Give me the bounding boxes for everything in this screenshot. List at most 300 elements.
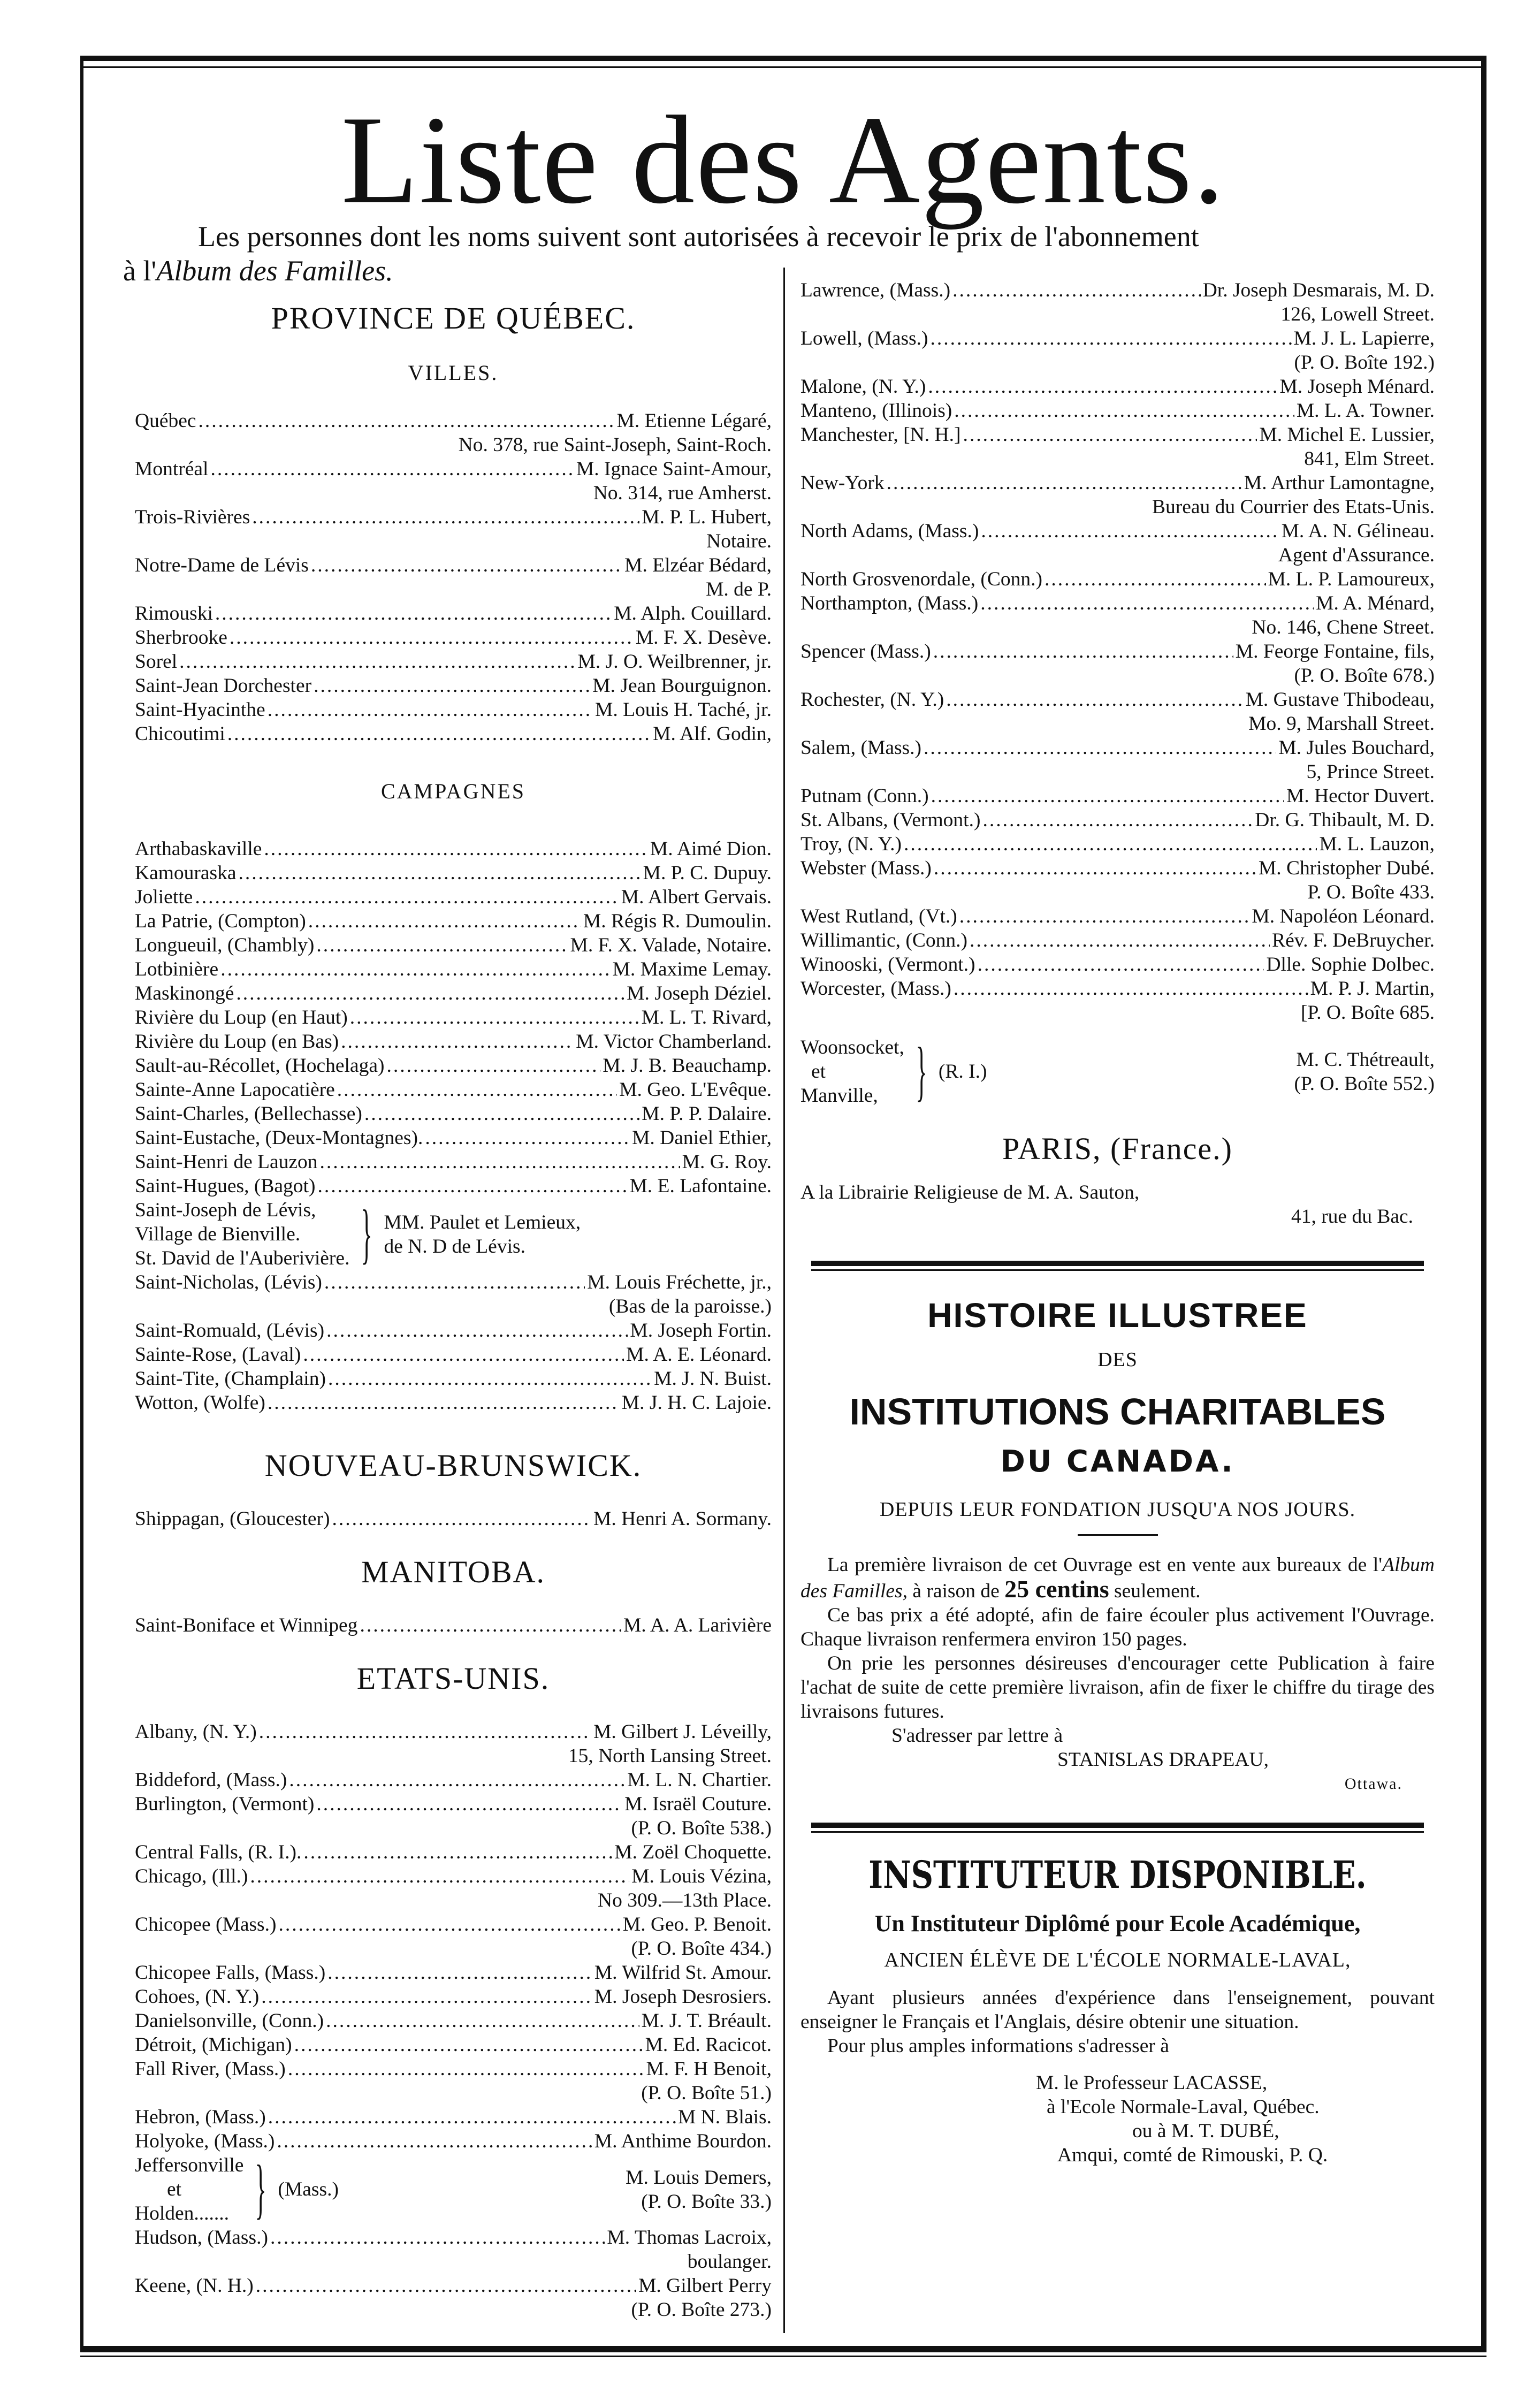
agent-row	[135, 626, 772, 650]
agent-row	[135, 1030, 772, 1054]
dot-leader	[324, 1270, 585, 1294]
dot-leader	[954, 399, 1294, 423]
agent-name: M. Christopher Dubé.	[1258, 857, 1435, 879]
dot-leader	[314, 674, 590, 698]
agent-name: M. Elzéar Bédard,	[624, 554, 772, 576]
agent-row	[135, 861, 772, 885]
bottom-rule-thin	[80, 2356, 1486, 2357]
dot-leader	[931, 784, 1284, 808]
agent-row	[135, 1054, 772, 1078]
agent-row	[801, 856, 1435, 880]
ad-institutions-title: INSTITUTIONS CHARITABLES	[849, 1391, 1386, 1432]
agent-name: M. E. Lafontaine.	[629, 1175, 772, 1197]
agent-place: Saint-Nicholas, (Lévis)	[135, 1271, 322, 1293]
agent-place: Albany, (N. Y.)	[135, 1721, 257, 1743]
agent-name: M. Napoléon Léonard.	[1252, 905, 1435, 927]
agent-place: Hebron, (Mass.)	[135, 2106, 266, 2128]
dot-leader	[252, 505, 639, 529]
agent-row	[135, 2274, 772, 2298]
agent-row	[801, 375, 1435, 399]
agent-row	[135, 505, 772, 529]
agent-place: Spencer (Mass.)	[801, 641, 931, 662]
agent-place: Holyoke, (Mass.)	[135, 2130, 275, 2152]
agent-name: M. P. C. Dupuy.	[643, 862, 772, 884]
agent-name: M. A. Ménard,	[1316, 592, 1435, 614]
agent-name: M. Joseph Ménard.	[1279, 376, 1435, 398]
paris-line-2: 41, rue du Bac.	[1291, 1206, 1413, 1228]
brace-symbol: }	[361, 1197, 372, 1271]
agent-row	[135, 1078, 772, 1102]
ad-text: seulement.	[1109, 1580, 1201, 1602]
agent-address: 126, Lowell Street.	[1280, 303, 1435, 325]
brace-name: Saint-Joseph de Lévis,	[135, 1199, 316, 1221]
agent-name: M N. Blais.	[677, 2106, 772, 2128]
section-heading-paris: PARIS, (France.)	[1002, 1131, 1233, 1166]
ad2-address-2: à l'Ecole Normale-Laval, Québec.	[1047, 2096, 1320, 2118]
agent-place: Central Falls, (R. I.).	[135, 1841, 302, 1863]
list-etats-unis-right	[801, 278, 1435, 1025]
agent-place: Détroit, (Michigan)	[135, 2034, 292, 2056]
agent-address: No. 378, rue Saint-Joseph, Saint-Roch.	[458, 434, 772, 456]
agent-place: Sorel	[135, 651, 178, 673]
dot-leader	[982, 808, 1253, 832]
agent-name: M. A. E. Léonard.	[626, 1344, 772, 1366]
dot-leader	[268, 1391, 620, 1415]
list-etats-unis-2	[135, 2226, 772, 2322]
agent-name: M. P. P. Dalaire.	[642, 1103, 772, 1125]
agent-row	[135, 957, 772, 981]
dot-leader	[946, 688, 1243, 712]
agent-address: No. 314, rue Amherst.	[593, 482, 772, 504]
agent-name: M. L. Lauzon,	[1319, 833, 1435, 855]
agent-place: Burlington, (Vermont)	[135, 1793, 315, 1815]
agent-name: M. A. N. Gélineau.	[1281, 520, 1435, 542]
agent-place: Chicoutimi	[135, 723, 225, 745]
dot-leader	[277, 2129, 592, 2153]
section-heading-quebec: PROVINCE DE QUÉBEC.	[271, 301, 636, 336]
agent-place: Sainte-Rose, (Laval)	[135, 1344, 301, 1366]
left-column	[135, 300, 772, 2322]
list-etats-unis	[135, 1720, 772, 2153]
agent-row	[135, 409, 772, 433]
agent-row	[801, 952, 1435, 977]
brace-symbol: }	[916, 1034, 927, 1108]
agent-place: Danielsonville, (Conn.)	[135, 2010, 324, 2032]
agent-row	[135, 2057, 772, 2081]
agent-address: (P. O. Boîte 273.)	[631, 2299, 772, 2321]
agent-row	[135, 674, 772, 698]
dot-leader	[179, 650, 575, 674]
agent-name: M. Wilfrid St. Amour.	[594, 1962, 772, 1984]
agent-address: 841, Elm Street.	[1304, 448, 1435, 470]
agent-row	[801, 784, 1435, 808]
agent-row	[135, 601, 772, 626]
agent-row	[135, 1343, 772, 1367]
agent-place: Rimouski	[135, 603, 213, 624]
agent-place: Saint-Jean Dorchester	[135, 675, 312, 697]
agent-row	[135, 698, 772, 722]
dot-leader	[268, 698, 593, 722]
brace-agent-line: (P. O. Boîte 33.)	[641, 2190, 772, 2213]
ad-text-italic: Album des Familles,	[801, 1554, 1435, 1602]
brace-agent-line: de N. D de Lévis.	[384, 1235, 525, 1258]
brace-agent-line: (P. O. Boîte 552.)	[1294, 1072, 1435, 1095]
dot-leader	[230, 626, 634, 650]
agent-address: No 309.—13th Place.	[598, 1889, 772, 1911]
dot-leader	[264, 837, 647, 861]
agent-row	[135, 2009, 772, 2033]
agent-place: Willimantic, (Conn.)	[801, 929, 967, 951]
agent-place: Manchester, [N. H.]	[801, 424, 961, 446]
dot-leader	[425, 1126, 630, 1150]
agent-row	[135, 1005, 772, 1030]
intro-prefix: à l'	[123, 255, 157, 287]
section-heading-manitoba: MANITOBA.	[361, 1554, 545, 1589]
dot-leader	[236, 981, 624, 1005]
agent-place: Hudson, (Mass.)	[135, 2227, 268, 2249]
agent-place: Notre-Dame de Lévis	[135, 554, 309, 576]
agent-name: M. Etienne Légaré,	[616, 410, 772, 432]
ad2-paragraph-1: Ayant plusieurs années d'expérience dans l'enseignement, pouvant enseigner le Français et l'Anglais, désire obtenir une situation.	[801, 1987, 1435, 2033]
page-title: Liste des Agents.	[341, 90, 1226, 230]
agent-place: Manteno, (Illinois)	[801, 400, 952, 422]
agent-name: M. Maxime Lemay.	[612, 958, 772, 980]
dot-leader	[337, 1078, 617, 1102]
list-manitoba	[135, 1613, 772, 1637]
dot-leader	[386, 1054, 600, 1078]
dot-leader	[963, 423, 1257, 447]
agent-row	[801, 977, 1435, 1001]
agent-name: M. J. N. Buist.	[654, 1368, 772, 1390]
agent-name: M. Jean Bourguignon.	[592, 675, 772, 697]
subheading-campagnes: CAMPAGNES	[380, 779, 526, 803]
section-heading-nouveau-brunswick: NOUVEAU-BRUNSWICK.	[264, 1448, 642, 1483]
dot-leader	[364, 1102, 639, 1126]
agent-name: M. Gustave Thibodeau,	[1245, 689, 1435, 711]
agent-place: Chicopee Falls, (Mass.)	[135, 1962, 326, 1984]
agent-name: Dlle. Sophie Dolbec.	[1266, 954, 1435, 976]
agent-name: M. Louis H. Taché, jr.	[595, 699, 772, 721]
agent-name: M. Feorge Fontaine, fils,	[1235, 641, 1435, 662]
agent-row	[135, 1864, 772, 1888]
agent-name: M. Louis Fréchette, jr.,	[587, 1271, 772, 1293]
agent-place: Saint-Henri de Lauzon	[135, 1151, 318, 1173]
agent-row	[135, 553, 772, 577]
brace-name: Manville,	[801, 1085, 878, 1107]
dot-leader	[887, 471, 1242, 495]
agent-name: M. Alf. Godin,	[653, 723, 772, 745]
agent-address: Bureau du Courrier des Etats-Unis.	[1152, 496, 1435, 518]
dot-leader	[980, 591, 1314, 615]
dot-leader	[904, 832, 1317, 856]
ad2-rule	[811, 1823, 1424, 1828]
dot-leader	[320, 1150, 680, 1174]
agent-address: (Bas de la paroisse.)	[608, 1295, 772, 1317]
dot-leader	[199, 409, 615, 433]
dot-leader	[959, 904, 1250, 928]
ad-price: 25 centins	[1004, 1575, 1109, 1603]
agent-row	[135, 1507, 772, 1531]
agent-name: M. A. A. Larivière	[623, 1614, 772, 1636]
agent-row	[135, 2226, 772, 2250]
agent-name: M. Michel E. Lussier,	[1259, 424, 1435, 446]
agent-name: M. G. Roy.	[682, 1151, 772, 1173]
agent-address: M. de P.	[706, 578, 772, 600]
agent-place: Québec	[135, 410, 196, 432]
agent-name: M. Louis Vézina,	[631, 1865, 772, 1887]
ad-des: DES	[1097, 1348, 1138, 1371]
agent-place: Lotbinière	[135, 958, 219, 980]
ad2-heading: INSTITUTEUR DISPONIBLE.	[868, 1853, 1367, 1897]
agent-row	[135, 2033, 772, 2057]
dot-leader	[981, 519, 1279, 543]
ad-paragraph-4: S'adresser par lettre à	[891, 1725, 1063, 1747]
agent-row	[801, 904, 1435, 928]
dot-leader	[934, 856, 1256, 880]
ad2-paragraph-2: Pour plus amples informations s'adresser à	[827, 2035, 1169, 2057]
agent-place: Montréal	[135, 458, 209, 480]
agent-row	[135, 2105, 772, 2129]
agent-place: Biddeford, (Mass.)	[135, 1769, 287, 1791]
list-villes	[135, 409, 772, 746]
agent-address: P. O. Boîte 433.	[1307, 881, 1435, 903]
agent-name: M. P. L. Hubert,	[642, 506, 772, 528]
agent-place: La Patrie, (Compton)	[135, 910, 306, 932]
column-divider	[783, 268, 785, 2333]
agent-name: M. F. H Benoit,	[646, 2058, 772, 2080]
agent-row	[135, 933, 772, 957]
brace-name: Woonsocket,	[801, 1037, 904, 1058]
brace-state: (Mass.)	[278, 2178, 339, 2200]
dot-leader	[294, 2033, 643, 2057]
list-campagnes-2	[135, 1270, 772, 1415]
agent-row	[801, 423, 1435, 447]
agent-address: (P. O. Boîte 678.)	[1294, 665, 1435, 687]
agent-place: Saint-Charles, (Bellechasse)	[135, 1103, 362, 1125]
dot-leader	[326, 1319, 628, 1343]
agent-name: M. P. J. Martin,	[1310, 978, 1435, 1000]
agent-row	[135, 1792, 772, 1816]
brace-agent-line: MM. Paulet et Lemieux,	[384, 1211, 581, 1233]
dot-leader	[289, 1768, 625, 1792]
agent-place: Sherbrooke	[135, 627, 227, 649]
ad-city: Ottawa.	[1344, 1775, 1402, 1793]
agent-name: M. L. N. Chartier.	[627, 1769, 772, 1791]
agent-name: M. J. T. Bréault.	[641, 2010, 772, 2032]
agent-row	[801, 736, 1435, 760]
agent-place: Shippagan, (Gloucester)	[135, 1508, 330, 1530]
agent-place: North Adams, (Mass.)	[801, 520, 979, 542]
agent-place: Kamouraska	[135, 862, 237, 884]
agent-name: M. Ed. Racicot.	[645, 2034, 772, 2056]
agent-row	[801, 278, 1435, 302]
dot-leader	[952, 278, 1201, 302]
agent-row	[801, 591, 1435, 615]
agent-name: M. Hector Duvert.	[1286, 785, 1435, 807]
agent-place: Fall River, (Mass.)	[135, 2058, 286, 2080]
brace-agent-line: M. C. Thétreault,	[1296, 1048, 1435, 1071]
agent-row	[801, 808, 1435, 832]
agent-name: M. Israël Couture.	[624, 1793, 772, 1815]
agent-row	[801, 567, 1435, 591]
agent-address: 5, Prince Street.	[1306, 761, 1435, 783]
agent-row	[801, 326, 1435, 350]
ad-paragraph-3: On prie les personnes désireuses d'encourager cette Publication à faire l'achat de suite de cette première livraison, afin de fixer le chiffre du tirage des livraisons futures.	[801, 1652, 1435, 1723]
agent-place: North Grosvenordale, (Conn.)	[801, 568, 1042, 590]
dot-leader	[931, 326, 1292, 350]
brace-group-jeffersonville	[135, 2153, 772, 2226]
ad-text: à raison de	[907, 1580, 1005, 1602]
agent-row	[135, 1768, 772, 1792]
dot-leader	[1045, 567, 1266, 591]
brace-name: et	[811, 1061, 826, 1083]
agent-address: (P. O. Boîte 51.)	[641, 2082, 772, 2104]
agent-row	[135, 1367, 772, 1391]
agent-place: Troy, (N. Y.)	[801, 833, 902, 855]
agent-place: Sainte-Anne Lapocatière	[135, 1079, 335, 1101]
agent-address: 15, North Lansing Street.	[568, 1745, 772, 1767]
agent-row	[801, 399, 1435, 423]
dot-leader	[279, 1912, 621, 1937]
agent-name: Rév. F. DeBruycher.	[1272, 929, 1435, 951]
agent-place: Maskinongé	[135, 982, 234, 1004]
list-nouveau-brunswick	[135, 1507, 772, 1531]
agent-row	[135, 981, 772, 1005]
agent-name: M. Geo. L'Evêque.	[619, 1079, 772, 1101]
agent-address: (P. O. Boîte 434.)	[631, 1938, 772, 1960]
ad2-address-1: M. le Professeur LACASSE,	[1036, 2072, 1268, 2094]
agent-address: [P. O. Boîte 685.	[1300, 1002, 1435, 1024]
agent-row	[135, 1720, 772, 1744]
agent-place: St. Albans, (Vermont.)	[801, 809, 981, 831]
agent-name: M. Gilbert Perry	[638, 2275, 772, 2297]
dot-leader	[239, 861, 641, 885]
ad-text: La première livraison de cet Ouvrage est en vente aux bureaux de l'	[827, 1554, 1383, 1576]
list-campagnes	[135, 837, 772, 1198]
agent-name: M. J. O. Weilbrenner, jr.	[577, 651, 772, 673]
agent-place: Arthabaskaville	[135, 838, 262, 860]
dot-leader	[978, 952, 1264, 977]
agent-name: M. Joseph Déziel.	[627, 982, 772, 1004]
brace-name: St. David de l'Auberivière.	[135, 1247, 350, 1269]
brace-names	[801, 1035, 904, 1108]
agent-place: Joliette	[135, 886, 193, 908]
agent-place: Rivière du Loup (en Haut)	[135, 1007, 348, 1028]
agent-name: M. Daniel Ethier,	[632, 1127, 772, 1149]
section-heading-etats-unis: ETATS-UNIS.	[356, 1661, 550, 1696]
agent-place: Chicago, (Ill.)	[135, 1865, 248, 1887]
bottom-rule	[80, 2346, 1486, 2352]
dot-leader	[227, 722, 651, 746]
agent-row	[135, 885, 772, 909]
agent-name: M. Zoël Choquette.	[614, 1841, 772, 1863]
dot-leader	[220, 957, 610, 981]
agent-place: Salem, (Mass.)	[801, 737, 922, 759]
agent-row	[135, 1126, 772, 1150]
brace-name: Jeffersonville	[135, 2154, 244, 2176]
dot-leader	[933, 639, 1233, 664]
agent-place: Trois-Rivières	[135, 506, 250, 528]
intro-line-1: Les personnes dont les noms suivent sont autorisées à recevoir le prix de l'abonnement	[198, 220, 1199, 253]
agent-name: M. Aimé Dion.	[650, 838, 772, 860]
agent-name: M. Henri A. Sormany.	[593, 1508, 772, 1530]
dot-leader	[928, 375, 1277, 399]
agent-row	[801, 832, 1435, 856]
intro-paragraph	[123, 219, 1439, 288]
ad-rule	[811, 1261, 1424, 1266]
brace-state: (R. I.)	[938, 1061, 987, 1083]
dot-leader	[327, 1961, 592, 1985]
agent-name: M. Jules Bouchard,	[1278, 737, 1435, 759]
agent-place: Chicopee (Mass.)	[135, 1914, 277, 1935]
brace-names	[135, 2153, 243, 2226]
agent-place: Saint-Hyacinthe	[135, 699, 265, 721]
dot-leader	[326, 2009, 639, 2033]
agent-place: Saint-Hugues, (Bagot)	[135, 1175, 316, 1197]
agent-place: Saint-Tite, (Champlain)	[135, 1368, 326, 1390]
agent-name: M. Gilbert J. Léveilly,	[593, 1721, 772, 1743]
dot-leader	[308, 909, 581, 933]
agent-place: Lawrence, (Mass.)	[801, 279, 951, 301]
dot-leader	[195, 885, 619, 909]
agent-name: M. Joseph Fortin.	[630, 1320, 772, 1342]
dot-leader	[328, 1367, 652, 1391]
agent-row	[135, 837, 772, 861]
dot-leader	[288, 2057, 644, 2081]
agent-row	[135, 1270, 772, 1294]
agent-name: M. Victor Chamberland.	[576, 1031, 772, 1053]
agent-name: M. Joseph Desrosiers.	[594, 1986, 772, 2008]
agent-name: M. Ignace Saint-Amour,	[576, 458, 772, 480]
agent-row	[135, 650, 772, 674]
intro-album-title: Album des Familles.	[156, 255, 393, 287]
agent-place: New-York	[801, 472, 885, 494]
ad-short-rule	[1078, 1534, 1158, 1536]
agent-row	[135, 1912, 772, 1937]
agent-place: Longueuil, (Chambly)	[135, 934, 315, 956]
agent-row	[135, 1391, 772, 1415]
ad2-subheading: Un Instituteur Diplômé pour Ecole Académique,	[874, 1910, 1361, 1937]
agent-name: M. L. T. Rivard,	[641, 1007, 772, 1028]
agent-row	[135, 1319, 772, 1343]
agent-name: Dr. Joseph Desmarais, M. D.	[1202, 279, 1435, 301]
agent-place: Winooski, (Vermont.)	[801, 954, 975, 976]
agent-name: M. Geo. P. Benoit.	[622, 1914, 772, 1935]
ad-paragraph-1	[801, 1553, 1435, 1603]
ad-histoire-heading: HISTOIRE ILLUSTREE	[927, 1296, 1308, 1335]
agent-place: Putnam (Conn.)	[801, 785, 929, 807]
agent-row	[135, 1102, 772, 1126]
agent-place: Sault-au-Récollet, (Hochelaga)	[135, 1055, 385, 1077]
agent-name: M. Anthime Bourdon.	[594, 2130, 772, 2152]
agent-place: Keene, (N. H.)	[135, 2275, 254, 2297]
agent-name: M. Thomas Lacroix,	[607, 2227, 772, 2249]
right-column	[801, 278, 1435, 2167]
agent-row	[135, 1613, 772, 1637]
agent-place: Saint-Boniface et Winnipeg	[135, 1614, 358, 1636]
agent-place: Rochester, (N. Y.)	[801, 689, 944, 711]
agent-place: Cohoes, (N. Y.)	[135, 1986, 260, 2008]
agent-place: Rivière du Loup (en Bas)	[135, 1031, 339, 1053]
agent-row	[135, 1961, 772, 1985]
agent-row	[801, 928, 1435, 952]
agent-row	[135, 457, 772, 481]
agent-row	[135, 722, 772, 746]
agent-place: Worcester, (Mass.)	[801, 978, 951, 1000]
agent-address: Agent d'Assurance.	[1278, 544, 1435, 566]
agent-row	[135, 909, 772, 933]
agent-name: M. J. L. Lapierre,	[1293, 327, 1435, 349]
